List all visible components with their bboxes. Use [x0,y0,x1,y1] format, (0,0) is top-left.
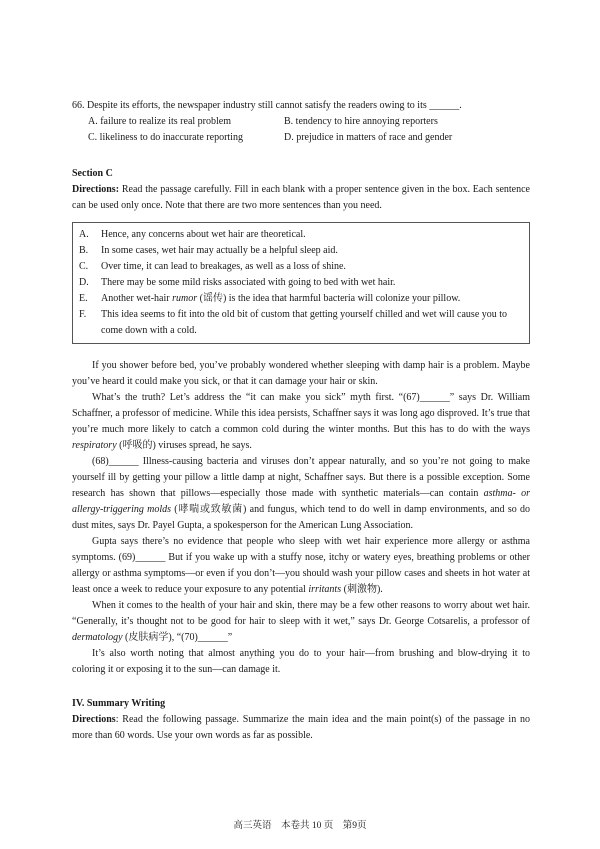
section-iv-title: IV. Summary Writing [72,698,166,709]
section-iv-directions [72,712,530,744]
question-66-options [88,114,530,146]
option-a: A. failure to realize its real problem [88,116,231,127]
paragraph-3-text: (68)______ Illness-causing bacteria and viruses don’t appear naturally, and so you’re not going to make yourself ill by getting your pillow a little damp at night, Schaffner says. But there is a possible exception. Some research has shown that pillows—especially those made with synthetic materials—can contain [72,456,530,499]
paragraph-5-text: When it comes to the health of your hair and skin, there may be a few other reasons to worry about wet hair. “Generally, it’s thought not to be good for hair to sleep with it wet,” says Dr. George Cotsarelis, a professor of [72,600,530,627]
box-letter: A. [79,229,89,240]
paragraph-2 [72,390,530,454]
box-text-italic: rumor [172,293,198,304]
section-c-title: Section C [72,168,113,179]
paragraph-2-text-end: (呼吸的) viruses spread, he says. [116,440,252,451]
box-text: This idea seems to fit into the old bit of custom that getting yourself chilled and wet will cause you to come down with a cold. [101,309,508,336]
box-text: Over time, it can lead to breakages, as well as a loss of shine. [101,261,346,272]
question-66 [72,98,530,146]
paragraph-4-text-end: (刺激物). [341,584,383,595]
box-item-f [79,307,523,339]
directions-label: Directions: [72,184,120,195]
box-text-after: (谣传) is the idea that harmful bacteria will colonize your pillow. [197,293,461,304]
box-text [101,291,523,307]
reading-passage [72,358,530,678]
box-letter: E. [79,293,88,304]
italic-term: asthma- or allergy-triggering molds [72,488,530,515]
directions-label: Directions [72,714,116,725]
paragraph-4 [72,534,530,598]
paragraph-5-text-end: (皮肤病学), “(70)______” [122,632,233,643]
page-footer: 高三英语 本卷共 10 页 第9页 [233,821,367,831]
box-letter: C. [79,261,89,272]
paragraph-1: If you shower before bed, you’ve probably wondered whether sleeping with damp hair is a problem. Maybe you’ve heard it could make you sick, or that it can damage your hair or skin. [72,360,530,387]
box-item-a [79,227,523,243]
option-b: B. tendency to hire annoying reporters [284,116,438,127]
question-66-stem: 66. Despite its efforts, the newspaper industry still cannot satisfy the readers owing to its ______. [72,100,462,111]
italic-term: respiratory [72,440,117,451]
box-text-before: Another wet-hair [101,293,173,304]
box-text: There may be some mild risks associated with going to bed with wet hair. [101,277,396,288]
directions-text: : Read the following passage. Summarize the main idea and the main point(s) of the passage in no more than 60 words. Use your own words as far as possible. [72,714,530,741]
paragraph-2-text: What’s the truth? Let’s address the “it can make you sick” myth first. “(67)______” says Dr. William Schaffner, a professor of medicine. While this idea persists, Schaffner says it was long ago disproved. It’s true that you’re much more likely to catch a common cold during the winter months. But this has to do with the ways [72,392,530,435]
box-text: In some cases, wet hair may actually be a helpful sleep aid. [101,245,338,256]
directions-text: Read the passage carefully. Fill in each blank with a proper sentence given in the box. Each sentence can be used only once. Note that there are two more sentences than you need. [72,184,530,211]
exam-page [72,98,530,744]
paragraph-4-text: Gupta says there’s no evidence that people who sleep with wet hair experience more allergy or asthma symptoms. (69)______ But if you wake up with a stuffy nose, itchy or watery eyes, breathing problems or other allergy or asthma symptoms—or even if you don’t—you should wash your pillow cases and sheets in hot water at least once a week to reduce your exposure to any potential [72,536,530,595]
option-c: C. likeliness to do inaccurate reporting [88,132,243,143]
paragraph-6: It’s also worth noting that almost anything you do to your hair—from brushing and blow-drying it to coloring it or exposing it to the sun—can damage it. [72,648,530,675]
box-item-e [79,291,523,307]
box-letter: B. [79,245,89,256]
box-item-b [79,243,523,259]
section-c-directions [72,182,530,214]
box-item-d [79,275,523,291]
box-letter: D. [79,277,89,288]
sentence-box [72,222,530,344]
italic-term: irritants [308,584,342,595]
option-d: D. prejudice in matters of race and gender [284,132,453,143]
italic-term: dermatology [72,632,123,643]
box-item-c [79,259,523,275]
paragraph-5 [72,598,530,646]
paragraph-3-text-end: (哮喘或致敏菌) and fungus, which tend to do well in damp environments, and so do dust mites, says Dr. Payel Gupta, a spokesperson for the American Lung Association. [72,504,531,531]
box-text: Hence, any concerns about wet hair are theoretical. [101,229,306,240]
box-letter: F. [79,309,87,320]
paragraph-3 [72,454,530,534]
